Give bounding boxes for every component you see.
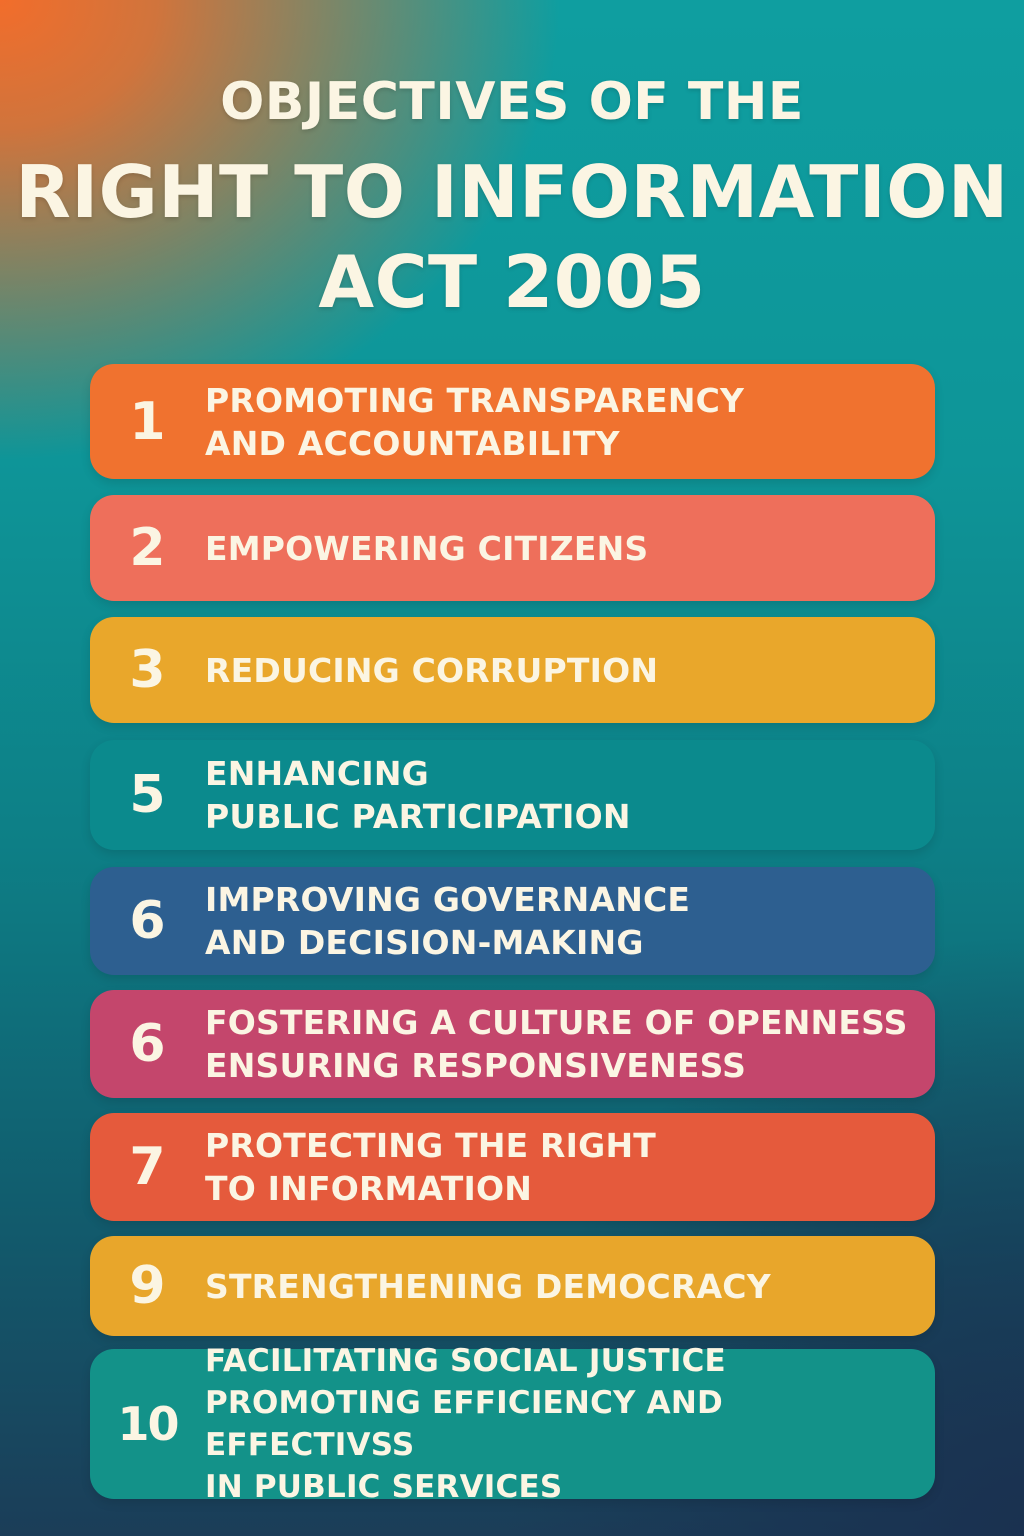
objective-number: 3 bbox=[129, 640, 166, 700]
objective-card-6-openness bbox=[90, 990, 935, 1098]
objective-label: EMPOWERING CITIZENS bbox=[205, 528, 649, 568]
objective-number: 10 bbox=[117, 1397, 178, 1451]
objective-number: 9 bbox=[129, 1256, 166, 1316]
objective-label: FOSTERING A CULTURE OF OPENNESS ENSURING RESPONSIVENESS bbox=[205, 1003, 908, 1085]
objective-number: 6 bbox=[129, 891, 166, 951]
objective-label: IMPROVING GOVERNANCE AND DECISION-MAKING bbox=[205, 880, 691, 962]
objective-label: REDUCING CORRUPTION bbox=[205, 650, 659, 690]
objective-label: FACILITATING SOCIAL JUSTICE PROMOTING EFFICIENCY AND EFFECTIVSS IN PUBLIC SERVICES bbox=[205, 1343, 726, 1505]
objective-card-5 bbox=[90, 740, 935, 850]
objective-card-9 bbox=[90, 1236, 935, 1336]
objective-card-2 bbox=[90, 495, 935, 601]
objective-card-10 bbox=[90, 1343, 935, 1505]
objective-number: 6 bbox=[129, 1014, 166, 1074]
objective-label: STRENGTHENING DEMOCRACY bbox=[205, 1266, 771, 1306]
objective-card-1 bbox=[90, 364, 935, 479]
objective-number: 5 bbox=[129, 765, 166, 825]
objective-label: PROTECTING THE RIGHT TO INFORMATION bbox=[205, 1126, 656, 1208]
title-line-1: OBJECTIVES OF THE bbox=[220, 72, 804, 132]
objective-label: PROMOTING TRANSPARENCY AND ACCOUNTABILITY bbox=[205, 380, 745, 463]
objective-number: 2 bbox=[129, 518, 166, 578]
title-line-2: RIGHT TO INFORMATION bbox=[15, 150, 1009, 234]
objective-card-7 bbox=[90, 1113, 935, 1221]
objective-card-6-governance bbox=[90, 867, 935, 975]
objective-card-3 bbox=[90, 617, 935, 723]
objective-label: ENHANCING PUBLIC PARTICIPATION bbox=[205, 754, 631, 836]
title-line-3: ACT 2005 bbox=[318, 240, 706, 324]
objective-number: 1 bbox=[129, 391, 166, 452]
objective-number: 7 bbox=[129, 1137, 166, 1197]
